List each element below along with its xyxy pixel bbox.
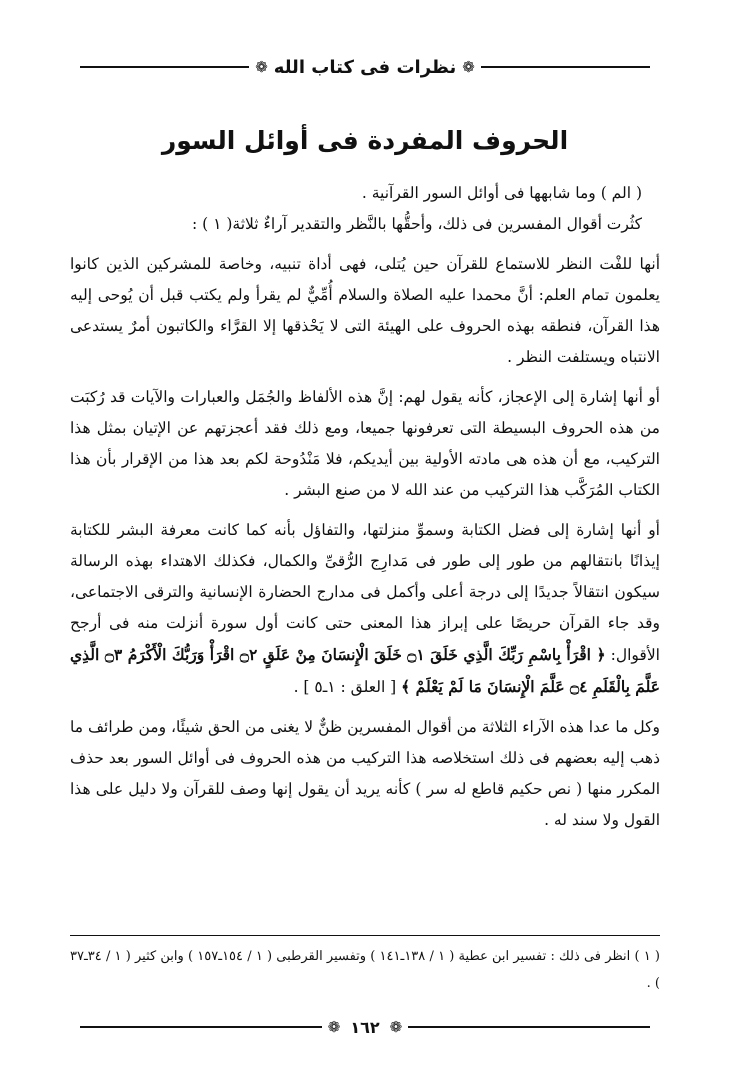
paragraph-conclusion: وكل ما عدا هذه الآراء الثلاثة من أقوال المفسرين ظنٌّ لا يغنى من الحق شيئًا، ومن طرائف ما ذهب إليه بعضهم فى ذلك استخلاصه هذا التركيب من هذه الحروف فى أوائل السور بعد حذف المكرر منها ( نص حكيم قاطع له سر ) كأنه يريد أن يقول إنها وصف للقرآن ولا دليل على هذا القول ولا سند له . (70, 718, 660, 829)
body-text (70, 178, 660, 836)
header-rule-left (80, 66, 249, 68)
quran-verse: ﴿ اقْرَأْ بِاسْمِ رَبِّكَ الَّذِي خَلَقَ ۝١ خَلَقَ الْإِنسَانَ مِنْ عَلَقٍ ۝٢ اقْرَأْ وَرَبُّكَ الْأَكْرَمُ ۝٣ الَّذِي عَلَّمَ بِالْقَلَمِ ۝٤ عَلَّمَ الْإِنسَانَ مَا لَمْ يَعْلَمْ ﴾ (70, 645, 660, 696)
footer-rule-right (408, 1026, 650, 1028)
paragraph-second-view: أو أنها إشارة إلى الإعجاز، كأنه يقول لهم: إنَّ هذه الألفاظ والجُمَل والعبارات والآيات قد رُكبَت من هذه الحروف البسيطة التى تعرفونها جميعا، ومع ذلك فقد أعجزتهم عن الإتيان بمثل هذا التركيب، مع أن هذه هى مادته الأولية بين أيديكم، فلا مَنْدُوحة لكم بعد هذا من الإقرار بأن هذا الكتاب المُرَكَّب هذا التركيب من عند الله لا من صنع البشر . (70, 388, 660, 499)
footnote-divider (70, 935, 660, 936)
paragraph-third-view-text: أو أنها إشارة إلى فضل الكتابة وسموِّ منزلتها، والتفاؤل بأنه كما كانت معرفة البشر للكتابة إيذانًا بانتقالهم من طور إلى طور فى مَدارِج الرُّقىِّ والكمال، فكذلك الاهتداء بهذه الرسالة سيكون انتقالاً جديدًا إلى درجة أعلى وأكمل فى مدارج الحضارة الإنسانية والترقى الاجتماعى، وقد جاء القرآن حريصًا على إبراز هذا المعنى حتى كانت أول سورة أنزلت منه فى أرجح الأقوال: (70, 521, 660, 664)
footer-rule-left (80, 1026, 322, 1028)
paragraph-first-view: أنها للفْت النظر للاستماع للقرآن حين يُتلى، فهى أداة تنبيه، وخاصة للمشركين الذين كانوا يعلمون تمام العلم: أنَّ محمدا عليه الصلاة والسلام أُمِّيٌّ لم يقرأ ولم يكتب قبل أن يُوحى إليه هذا القرآن، فنطقه بهذه الحروف على الهيئة التى لا يَحْذقها إلا القرَّاء والكاتبون أمرٌ يستدعى الانتباه ويستلفت النظر . (70, 255, 660, 366)
page-footer (80, 1014, 650, 1040)
footnote: ( ١ ) انظر فى ذلك : تفسير ابن عطية ( ١ / ١٣٨ـ١٤١ ) وتفسير القرطبى ( ١ / ١٥٤ـ١٥٧ ) وابن كثير ( ١ / ٣٤ـ٣٧ ) . (70, 949, 660, 991)
flower-ornament-icon: ❁ (389, 1017, 403, 1036)
page-number: ١٦٢ (350, 1017, 380, 1037)
running-header-title: نظرات فى كتاب الله (273, 56, 457, 78)
paragraph-third-view (70, 515, 660, 703)
paragraph-intro: ( الم ) وما شابهها فى أوائل السور القرآنية . (361, 184, 642, 202)
running-header (80, 52, 650, 82)
flower-ornament-icon: ❁ (327, 1017, 341, 1036)
flower-ornament-icon: ❁ (255, 57, 268, 76)
paragraph-views: كثُرت أقوال المفسرين فى ذلك، وأحقُّها بالنَّظر والتقدير آراءٌ ثلاثة( ١ ) : (192, 215, 642, 233)
verse-reference: [ العلق : ١ـ٥ ] . (293, 678, 397, 696)
header-rule-right (481, 66, 650, 68)
flower-ornament-icon: ❁ (462, 57, 475, 76)
chapter-title: الحروف المفردة فى أوائل السور (161, 126, 569, 155)
